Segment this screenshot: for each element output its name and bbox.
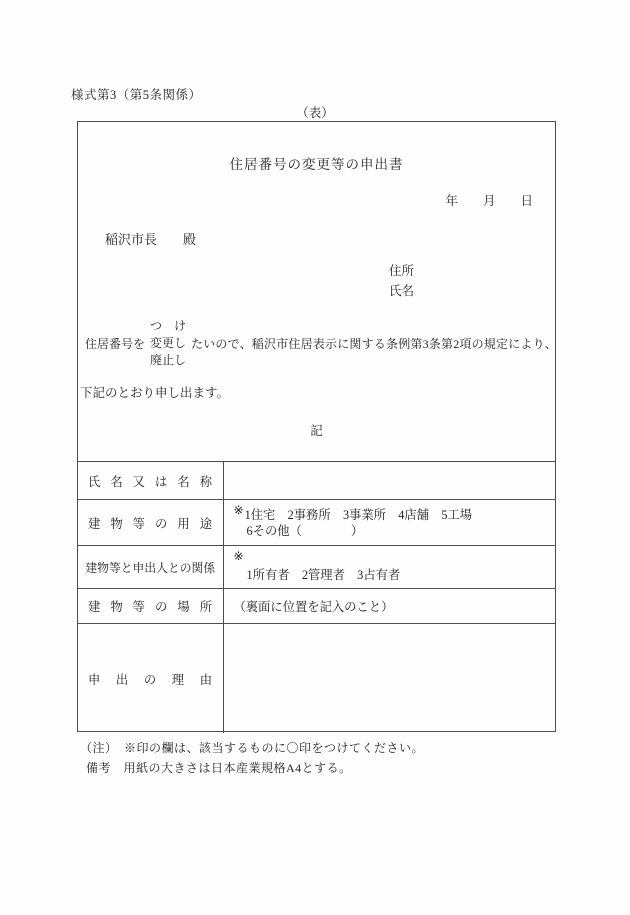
table-row-name bbox=[78, 462, 555, 500]
usage-row-label: 建物等の用途 bbox=[78, 500, 223, 546]
clause-option-abolish: 廃止し bbox=[150, 353, 187, 367]
name-label: 氏名 bbox=[389, 284, 415, 298]
ki-heading: 記 bbox=[310, 424, 323, 438]
name-row-value bbox=[223, 462, 555, 500]
request-clause bbox=[85, 318, 557, 369]
reason-row-label: 申出の理由 bbox=[78, 624, 223, 734]
table-row-usage bbox=[78, 500, 555, 546]
table-row-reason bbox=[78, 624, 555, 734]
clause-option-change: 変更し bbox=[150, 336, 187, 350]
form-number-label: 様式第3（第5条関係） bbox=[71, 88, 202, 102]
date-line: 年 月 日 bbox=[445, 194, 533, 208]
table-row-relation bbox=[78, 546, 555, 589]
name-row-label: 氏名又は名称 bbox=[78, 462, 223, 500]
asterisk-mark-usage: ※ bbox=[233, 502, 244, 517]
usage-options-line1: 1住宅 2事務所 3事業所 4店舗 5工場 bbox=[244, 507, 473, 522]
addressee-mayor: 稲沢市長 殿 bbox=[105, 232, 197, 247]
reason-row-value bbox=[223, 624, 555, 734]
usage-options-line2: 6その他（ ） bbox=[246, 523, 364, 538]
applicant-table bbox=[78, 461, 555, 733]
note-paper-size: 備考 用紙の大きさは日本産業規格A4とする。 bbox=[86, 761, 352, 775]
asterisk-mark-relation: ※ bbox=[233, 548, 244, 563]
form-outer-box bbox=[77, 121, 556, 732]
clause-option-assign: つ け bbox=[150, 319, 187, 333]
table-row-location bbox=[78, 589, 555, 624]
clause-suffix: たいので、稲沢市住居表示に関する条例第3条第2項の規定により、 bbox=[191, 337, 557, 351]
note-instruction: （注） ※印の欄は、該当するものに〇印をつけてください。 bbox=[80, 741, 425, 755]
clause-prefix: 住居番号を bbox=[85, 337, 146, 351]
clause-options bbox=[150, 318, 186, 369]
location-row-label: 建物等の場所 bbox=[78, 589, 223, 624]
usage-row-value bbox=[223, 500, 555, 546]
relation-row-label: 建物等と申出人との関係 bbox=[78, 546, 223, 589]
location-row-value: （裏面に位置を記入のこと） bbox=[223, 589, 555, 624]
relation-options-line: 1所有者 2管理者 3占有者 bbox=[246, 567, 401, 582]
closing-statement: 下記のとおり申し出ます。 bbox=[80, 386, 230, 400]
address-label: 住所 bbox=[389, 264, 415, 278]
form-title: 住居番号の変更等の申出書 bbox=[229, 157, 404, 172]
relation-row-value bbox=[223, 546, 555, 589]
front-side-label: （表） bbox=[296, 106, 334, 120]
